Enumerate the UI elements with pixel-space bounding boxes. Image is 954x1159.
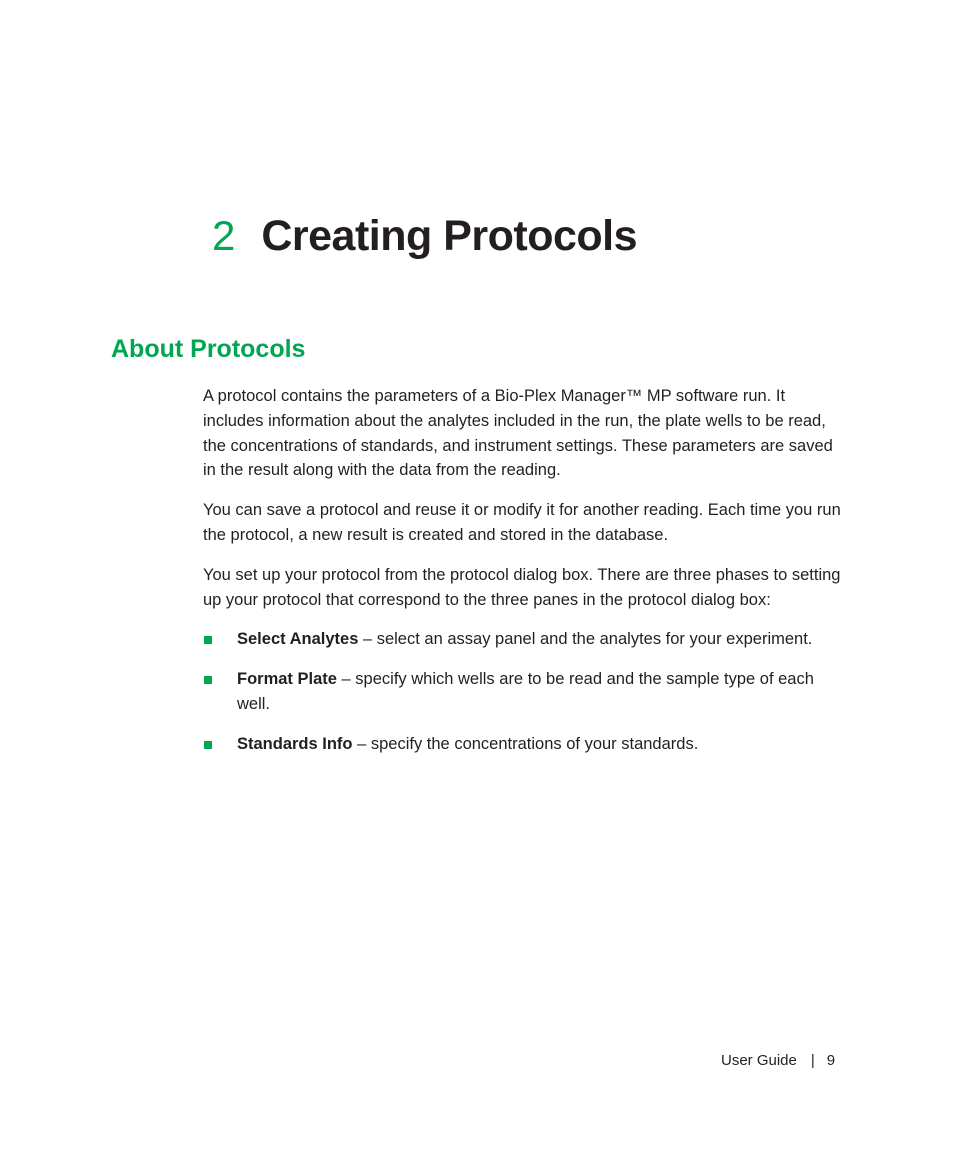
page-footer — [721, 1050, 835, 1072]
section-heading: About Protocols — [111, 335, 306, 363]
list-item — [203, 732, 843, 757]
paragraph-setup: You set up your protocol from the protocol dialog box. There are three phases to setting up your protocol that correspond to the three panes in the protocol dialog box: — [203, 565, 841, 609]
paragraph-reuse: You can save a protocol and reuse it or modify it for another reading. Each time you run the protocol, a new result is created and stored in the database. — [203, 501, 841, 544]
bullet-term: Select Analytes — [237, 630, 359, 649]
list-item — [203, 627, 843, 652]
footer-separator: | — [810, 1052, 815, 1069]
page-number: 9 — [826, 1052, 836, 1069]
bullet-text: – select an assay panel and the analytes for your experiment. — [358, 630, 813, 649]
list-item — [203, 667, 843, 717]
chapter-number: 2 — [212, 212, 236, 259]
footer-guide-label: User Guide — [721, 1052, 797, 1069]
square-bullet-icon — [204, 741, 212, 749]
phase-list — [203, 627, 843, 756]
body-content — [203, 384, 843, 772]
chapter-heading — [212, 208, 637, 264]
bullet-term: Standards Info — [237, 734, 353, 753]
square-bullet-icon — [204, 676, 212, 684]
chapter-title: Creating Protocols — [261, 212, 638, 260]
bullet-term: Format Plate — [237, 670, 337, 689]
square-bullet-icon — [204, 636, 212, 644]
bullet-text: – specify which wells are to be read and the sample type of each well. — [237, 670, 814, 713]
bullet-text: – specify the concentrations of your standards. — [352, 734, 699, 753]
paragraph-intro: A protocol contains the parameters of a Bio-Plex Manager™ MP software run. It includes information about the analytes included in the run, the plate wells to be read, the concentrations of standards, and instrument settings. These parameters are saved in the result along with the data from the reading. — [203, 387, 833, 480]
